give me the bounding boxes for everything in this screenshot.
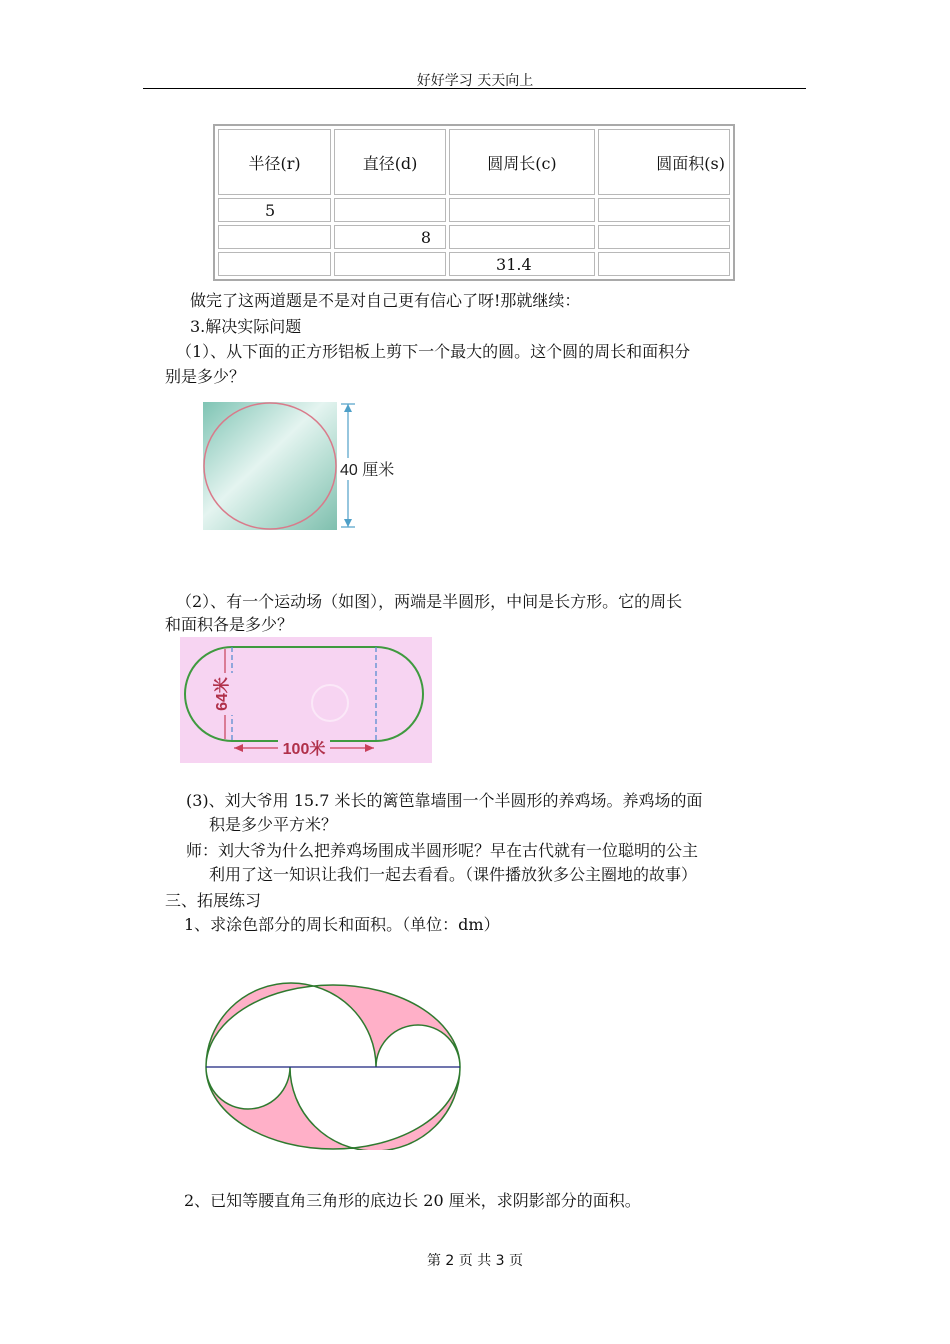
table-header-row: [218, 129, 730, 195]
question-1-text: （1）、从下面的正方形铝板上剪下一个最大的圆。这个圆的周长和面积分: [176, 342, 691, 361]
question-1-text-cont: 别是多少？: [165, 367, 246, 386]
header-divider: [143, 88, 806, 89]
table-row: [218, 198, 730, 222]
question-3-text: (3)、刘大爷用 15.7 米长的篱笆靠墙围一个半圆形的养鸡场。养鸡场的面: [186, 791, 703, 810]
exercise-1-text: 1、求涂色部分的周长和面积。（单位：dm）: [184, 915, 500, 934]
arrow-up-icon: [344, 404, 352, 412]
table-cell: [218, 252, 331, 276]
table-cell: [598, 225, 730, 249]
question-2-text-cont: 和面积各是多少？: [165, 615, 294, 634]
extension-heading: 三、拓展练习: [165, 891, 262, 910]
table-cell: [449, 225, 595, 249]
table-cell: [598, 198, 730, 222]
question-3-text-cont: 积是多少平方米？: [209, 815, 338, 834]
table-cell: 8: [334, 225, 446, 249]
shaded-region-bottom: [206, 1067, 460, 1150]
page-number: 第 2 页 共 3 页: [426, 1253, 524, 1269]
running-track-figure: [180, 637, 432, 763]
table-cell: [334, 198, 446, 222]
teacher-text-cont: 利用了这一知识让我们一起去看看。（课件播放狄多公主圈地的故事）: [209, 865, 698, 884]
circle-table: [213, 124, 735, 281]
page-header: 好好学习 天天向上: [416, 73, 534, 89]
section-heading: 3.解决实际问题: [190, 317, 302, 336]
table-header-cell: 圆周长(c): [449, 129, 595, 195]
square-plate-figure: [200, 398, 420, 534]
table-cell: [449, 198, 595, 222]
table-cell: 31.4: [449, 252, 595, 276]
question-2-text: （2）、有一个运动场（如图），两端是半圆形，中间是长方形。它的周长: [176, 592, 683, 611]
shaded-s-figure: [200, 975, 466, 1150]
shaded-region-top: [206, 983, 460, 1067]
table-header-cell: 直径(d): [334, 129, 446, 195]
intro-text: 做完了这两道题是不是对自己更有信心了呀!那就继续：: [190, 291, 581, 310]
table-cell: [218, 225, 331, 249]
exercise-2-text: 2、已知等腰直角三角形的底边长 20 厘米，求阴影部分的面积。: [184, 1191, 641, 1210]
table-row: [218, 225, 730, 249]
square-size-label: 40 厘米: [340, 462, 395, 479]
track-height-label: 64米: [214, 677, 231, 711]
teacher-text: 师：刘大爷为什么把养鸡场围成半圆形呢？早在古代就有一位聪明的公主: [186, 841, 699, 860]
table-header-cell: 圆面积(s): [598, 129, 730, 195]
table-row: [218, 252, 730, 276]
table-cell: [334, 252, 446, 276]
arrow-down-icon: [344, 519, 352, 527]
table-header-cell: 半径(r): [218, 129, 331, 195]
table-cell: 5: [218, 198, 331, 222]
track-length-label: 100米: [282, 741, 326, 758]
table-cell: [598, 252, 730, 276]
